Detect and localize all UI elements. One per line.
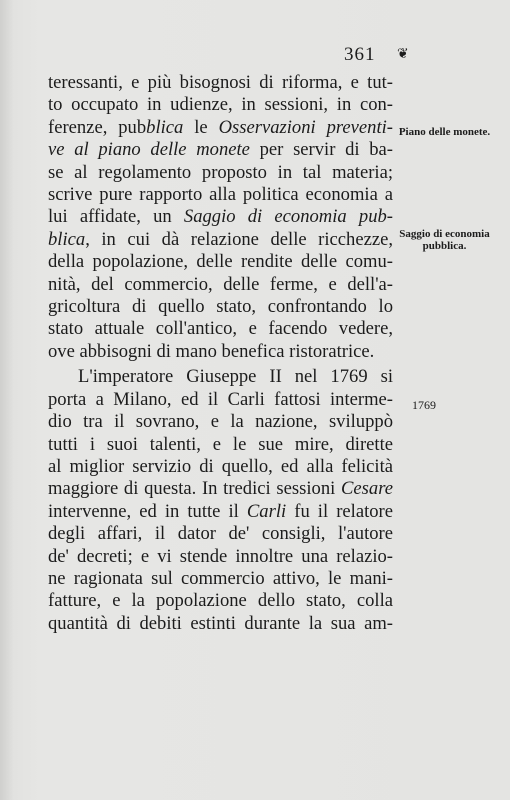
text-line: intervenne, ed in tutte il Carli fu il relatore	[48, 500, 393, 522]
corner-ornament: ❦	[397, 47, 409, 62]
text-line: gricoltura di quello stato, confrontando lo	[48, 296, 393, 318]
text-line: scrive pure rapporto alla politica economia a	[48, 184, 393, 206]
text-line: tutti i suoi talenti, e le sue mire, dirette	[48, 433, 393, 455]
text-line: de' decreti; e vi stende innoltre una relazio-	[48, 545, 393, 567]
text-line: ne ragionata sul commercio attivo, le mani-	[48, 567, 393, 589]
margin-note-saggio-economia: Saggio di economia pubblica.	[399, 228, 490, 252]
margin-note-year: 1769	[412, 398, 436, 412]
text-line: to occupato in udienze, in sessioni, in con-	[48, 94, 393, 116]
text-line: lui affidate, un Saggio di economia pub-	[48, 206, 393, 228]
text-line: nità, del commercio, delle ferme, e dell'a-	[48, 273, 393, 295]
text-line: ferenze, pubblica le Osservazioni preventi-	[48, 116, 393, 138]
text-line: fatture, e la popolazione dello stato, colla	[48, 590, 393, 612]
text-line: maggiore di questa. In tredici sessioni Cesare	[48, 478, 393, 500]
text-line: stato attuale coll'antico, e facendo vedere,	[48, 318, 393, 340]
text-line: porta a Milano, ed il Carli fattosi interme-	[48, 388, 393, 410]
margin-note-piano-monete: Piano delle monete.	[398, 126, 491, 138]
text-line: dio tra il sovrano, e la nazione, sviluppò	[48, 411, 393, 433]
text-line: se al regolamento proposto in tal materia;	[48, 161, 393, 183]
text-line: blica, in cui dà relazione delle ricchezze,	[48, 228, 393, 250]
page-number: 361	[344, 44, 376, 65]
text-line: ve al piano delle monete per servir di ba-	[48, 139, 393, 161]
text-line: L'imperatore Giuseppe II nel 1769 si	[78, 366, 393, 388]
text-line: al miglior servizio di quello, ed alla felicità	[48, 455, 393, 477]
text-line: della popolazione, delle rendite delle comu-	[48, 251, 393, 273]
text-line: quantità di debiti estinti durante la sua am-	[48, 612, 393, 634]
text-line: degli affari, il dator de' consigli, l'autore	[48, 523, 393, 545]
text-line: teressanti, e più bisognosi di riforma, e tut-	[48, 72, 393, 93]
text-line: ove abbisogni di mano benefica ristoratrice.	[48, 340, 375, 362]
body-text	[48, 72, 393, 635]
